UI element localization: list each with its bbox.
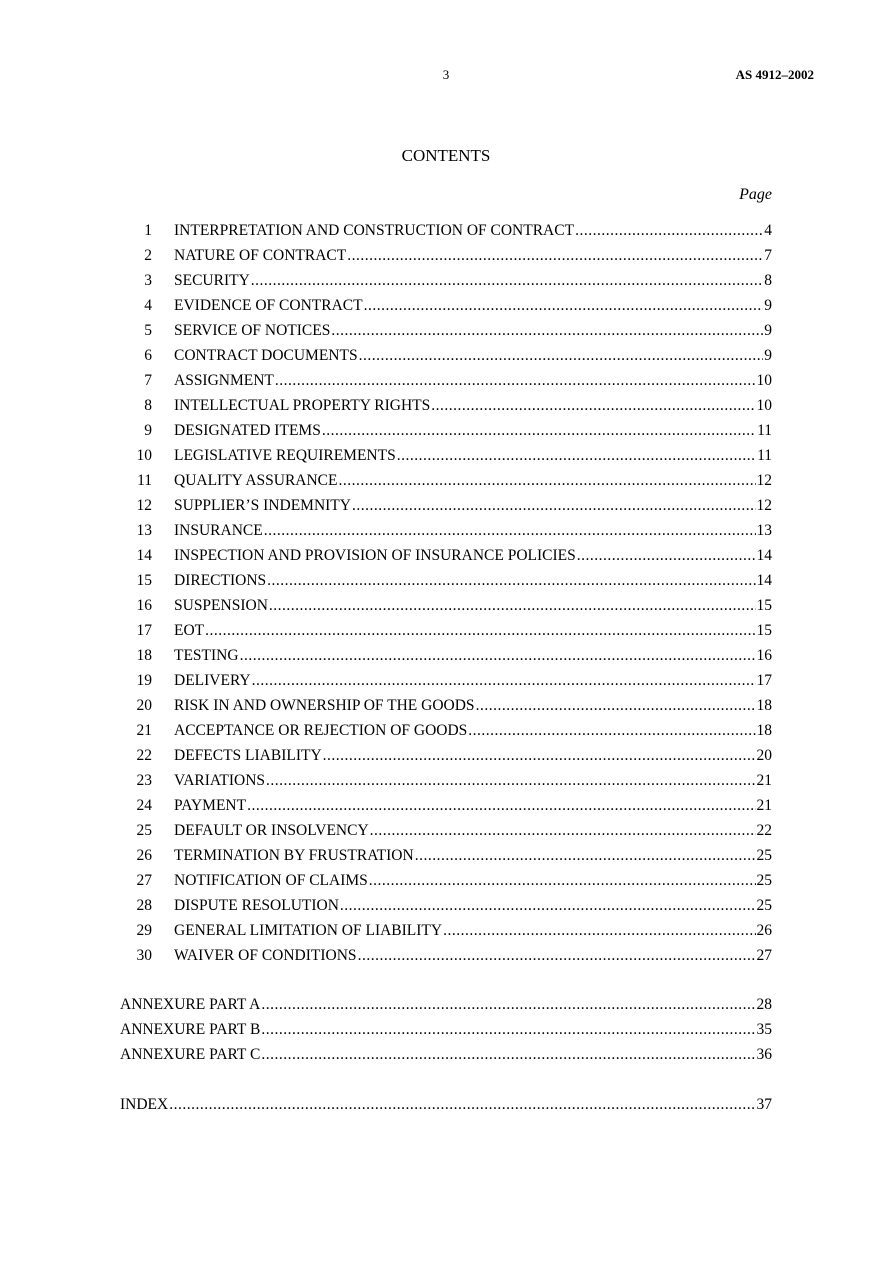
toc-entry-number: 29 bbox=[136, 922, 152, 939]
toc-entry-title: LEGISLATIVE REQUIREMENTS bbox=[174, 447, 396, 464]
toc-entry-page: 8 bbox=[764, 272, 772, 289]
toc-entry-number: 23 bbox=[136, 772, 152, 789]
toc-entry-number: 3 bbox=[144, 272, 152, 289]
standard-code: AS 4912–2002 bbox=[735, 67, 814, 82]
toc-entry-clause bbox=[120, 520, 772, 542]
toc-entry-page: 9 bbox=[764, 322, 772, 339]
toc-entry-number: 20 bbox=[136, 697, 152, 714]
toc-entry-number: 11 bbox=[137, 472, 152, 489]
toc-entry-number: 9 bbox=[144, 422, 152, 439]
toc-entry-title: INSPECTION AND PROVISION OF INSURANCE POLICIES bbox=[174, 547, 576, 564]
toc-entry-title: EOT bbox=[174, 622, 205, 639]
toc-entry-number: 1 bbox=[144, 222, 152, 239]
toc-entry-page: 25 bbox=[756, 872, 772, 889]
dot-leader bbox=[240, 645, 756, 667]
toc-entry-page: 25 bbox=[756, 897, 772, 914]
toc-entry-title: DISPUTE RESOLUTION bbox=[174, 897, 339, 914]
toc-entry-clause bbox=[120, 545, 772, 567]
dot-leader bbox=[347, 245, 763, 267]
toc-entry-page: 21 bbox=[756, 797, 772, 814]
toc-entry-page: 14 bbox=[756, 547, 772, 564]
toc-entry-title: GENERAL LIMITATION OF LIABILITY bbox=[174, 922, 443, 939]
toc-entry-title: ACCEPTANCE OR REJECTION OF GOODS bbox=[174, 722, 468, 739]
dot-leader bbox=[575, 220, 763, 242]
dot-leader bbox=[443, 920, 755, 942]
toc-entry-number: 17 bbox=[136, 622, 152, 639]
toc-entry-page: 15 bbox=[756, 597, 772, 614]
dot-leader bbox=[359, 345, 764, 367]
toc-entry-clause bbox=[120, 295, 772, 317]
toc-entry-page: 12 bbox=[756, 497, 772, 514]
page-number: 3 bbox=[442, 67, 450, 82]
toc-entry-number: 5 bbox=[144, 322, 152, 339]
toc-entry-title: SERVICE OF NOTICES bbox=[174, 322, 331, 339]
toc-entry-clause bbox=[120, 370, 772, 392]
dot-leader bbox=[370, 820, 756, 842]
dot-leader bbox=[267, 570, 755, 592]
toc-entry-page: 7 bbox=[764, 247, 772, 264]
toc-entry-clause bbox=[120, 395, 772, 417]
toc-entry-title: DESIGNATED ITEMS bbox=[174, 422, 321, 439]
dot-leader bbox=[261, 994, 755, 1016]
dot-leader bbox=[266, 770, 755, 792]
dot-leader bbox=[251, 270, 763, 292]
dot-leader bbox=[397, 445, 756, 467]
toc-entry-page: 11 bbox=[757, 422, 772, 439]
toc-entry-title: EVIDENCE OF CONTRACT bbox=[174, 297, 363, 314]
dot-leader bbox=[577, 545, 756, 567]
toc-entry-title: QUALITY ASSURANCE bbox=[174, 472, 338, 489]
dot-leader bbox=[269, 595, 756, 617]
toc-entry-title: INTERPRETATION AND CONSTRUCTION OF CONTRACT bbox=[174, 222, 575, 239]
toc-entry-clause bbox=[120, 745, 772, 767]
dot-leader bbox=[358, 945, 756, 967]
dot-leader bbox=[369, 870, 756, 892]
toc-entry-title: PAYMENT bbox=[174, 797, 247, 814]
toc-entry-clause bbox=[120, 720, 772, 742]
toc-entry-annexure bbox=[120, 994, 772, 1016]
toc-entry-page: 12 bbox=[756, 472, 772, 489]
toc-entry-number: 25 bbox=[136, 822, 152, 839]
toc-entry-number: 12 bbox=[136, 497, 152, 514]
toc-entry-title: VARIATIONS bbox=[174, 772, 266, 789]
toc-entry-page: 22 bbox=[756, 822, 772, 839]
toc-entry-clause bbox=[120, 945, 772, 967]
toc-entry-clause bbox=[120, 795, 772, 817]
dot-leader bbox=[264, 520, 756, 542]
toc-entry-clause bbox=[120, 820, 772, 842]
toc-entry-index bbox=[120, 1094, 772, 1116]
toc-entry-page: 36 bbox=[756, 1046, 772, 1063]
toc-entry-number: 7 bbox=[144, 372, 152, 389]
dot-leader bbox=[205, 620, 755, 642]
toc-entry-page: 13 bbox=[756, 522, 772, 539]
toc-entry-title: DEFECTS LIABILITY bbox=[174, 747, 322, 764]
toc-entry-clause bbox=[120, 695, 772, 717]
toc-entry-title: ASSIGNMENT bbox=[174, 372, 274, 389]
toc-entry-page: 9 bbox=[764, 347, 772, 364]
dot-leader bbox=[338, 470, 755, 492]
toc-entry-page: 18 bbox=[756, 697, 772, 714]
toc-entry-title: ANNEXURE PART B bbox=[120, 1021, 261, 1038]
toc-entry-title: ANNEXURE PART A bbox=[120, 996, 261, 1013]
dot-leader bbox=[476, 695, 756, 717]
toc-entry-title: INSURANCE bbox=[174, 522, 263, 539]
toc-entry-annexure bbox=[120, 1019, 772, 1041]
toc-entry-number: 6 bbox=[144, 347, 152, 364]
toc-entry-clause bbox=[120, 470, 772, 492]
toc-entry-clause bbox=[120, 920, 772, 942]
toc-entry-clause bbox=[120, 595, 772, 617]
toc-entry-page: 10 bbox=[756, 397, 772, 414]
toc-entry-clause bbox=[120, 345, 772, 367]
toc-entry-number: 14 bbox=[136, 547, 152, 564]
toc-entry-clause bbox=[120, 445, 772, 467]
toc-entry-title: SUSPENSION bbox=[174, 597, 268, 614]
toc-entry-number: 28 bbox=[136, 897, 152, 914]
toc-entry-number: 4 bbox=[144, 297, 152, 314]
toc-entry-number: 30 bbox=[136, 947, 152, 964]
toc-entry-page: 18 bbox=[756, 722, 772, 739]
page-column-label: Page bbox=[739, 186, 772, 203]
toc-entry-clause bbox=[120, 320, 772, 342]
toc-entry-number: 21 bbox=[136, 722, 152, 739]
toc-entry-title: RISK IN AND OWNERSHIP OF THE GOODS bbox=[174, 697, 475, 714]
toc-entry-page: 35 bbox=[756, 1021, 772, 1038]
toc-entry-page: 9 bbox=[764, 297, 772, 314]
toc-entry-number: 10 bbox=[136, 447, 152, 464]
toc-entry-clause bbox=[120, 620, 772, 642]
toc-entry-title: TESTING bbox=[174, 647, 239, 664]
dot-leader bbox=[364, 295, 764, 317]
toc-entry-number: 24 bbox=[136, 797, 152, 814]
toc-entry-number: 8 bbox=[144, 397, 152, 414]
dot-leader bbox=[331, 320, 763, 342]
toc-entry-title: INDEX bbox=[120, 1096, 169, 1113]
toc-entry-clause bbox=[120, 495, 772, 517]
dot-leader bbox=[169, 1094, 755, 1116]
toc-entry-page: 28 bbox=[756, 996, 772, 1013]
dot-leader bbox=[261, 1019, 755, 1041]
toc-entry-number: 22 bbox=[136, 747, 152, 764]
toc-entry-title: DEFAULT OR INSOLVENCY bbox=[174, 822, 369, 839]
toc-entry-page: 10 bbox=[756, 372, 772, 389]
toc-entry-clause bbox=[120, 220, 772, 242]
toc-entry-title: DELIVERY bbox=[174, 672, 251, 689]
toc-entry-page: 16 bbox=[756, 647, 772, 664]
toc-entry-clause bbox=[120, 895, 772, 917]
toc-entry-clause bbox=[120, 645, 772, 667]
dot-leader bbox=[322, 420, 756, 442]
dot-leader bbox=[415, 845, 756, 867]
toc-entry-number: 27 bbox=[136, 872, 152, 889]
dot-leader bbox=[275, 370, 756, 392]
toc-entry-page: 4 bbox=[764, 222, 772, 239]
toc-entry-page: 26 bbox=[756, 922, 772, 939]
toc-entry-clause bbox=[120, 245, 772, 267]
toc-entry-page: 14 bbox=[756, 572, 772, 589]
dot-leader bbox=[340, 895, 756, 917]
toc-entry-page: 15 bbox=[756, 622, 772, 639]
toc-entry-page: 27 bbox=[756, 947, 772, 964]
dot-leader bbox=[261, 1044, 755, 1066]
dot-leader bbox=[352, 495, 756, 517]
toc-entry-clause bbox=[120, 770, 772, 792]
dot-leader bbox=[323, 745, 756, 767]
toc-entry-number: 2 bbox=[144, 247, 152, 264]
toc-entry-clause bbox=[120, 420, 772, 442]
toc-entry-number: 19 bbox=[136, 672, 152, 689]
toc-entry-page: 11 bbox=[757, 447, 772, 464]
toc-entry-title: NOTIFICATION OF CLAIMS bbox=[174, 872, 368, 889]
toc-entry-title: WAIVER OF CONDITIONS bbox=[174, 947, 357, 964]
toc-entry-title: TERMINATION BY FRUSTRATION bbox=[174, 847, 414, 864]
toc-entry-clause bbox=[120, 870, 772, 892]
dot-leader bbox=[431, 395, 755, 417]
toc-entry-title: NATURE OF CONTRACT bbox=[174, 247, 347, 264]
dot-leader bbox=[247, 795, 755, 817]
toc-entry-number: 18 bbox=[136, 647, 152, 664]
toc-entry-page: 17 bbox=[756, 672, 772, 689]
toc-entry-clause bbox=[120, 270, 772, 292]
dot-leader bbox=[252, 670, 756, 692]
toc-entry-number: 16 bbox=[136, 597, 152, 614]
toc-entry-title: CONTRACT DOCUMENTS bbox=[174, 347, 358, 364]
toc-entry-title: SUPPLIER’S INDEMNITY bbox=[174, 497, 351, 514]
toc-entry-page: 20 bbox=[756, 747, 772, 764]
toc-entry-clause bbox=[120, 845, 772, 867]
toc-entry-number: 15 bbox=[136, 572, 152, 589]
toc-entry-title: SECURITY bbox=[174, 272, 250, 289]
toc-entry-page: 21 bbox=[756, 772, 772, 789]
toc-entry-title: ANNEXURE PART C bbox=[120, 1046, 261, 1063]
toc-entry-annexure bbox=[120, 1044, 772, 1066]
dot-leader bbox=[468, 720, 755, 742]
toc-entry-page: 37 bbox=[756, 1096, 772, 1113]
contents-title: CONTENTS bbox=[401, 146, 491, 165]
toc-entry-clause bbox=[120, 570, 772, 592]
toc-entry-page: 25 bbox=[756, 847, 772, 864]
toc-entry-number: 26 bbox=[136, 847, 152, 864]
toc-entry-number: 13 bbox=[136, 522, 152, 539]
toc-entry-title: DIRECTIONS bbox=[174, 572, 267, 589]
toc-entry-title: INTELLECTUAL PROPERTY RIGHTS bbox=[174, 397, 431, 414]
toc-entry-clause bbox=[120, 670, 772, 692]
